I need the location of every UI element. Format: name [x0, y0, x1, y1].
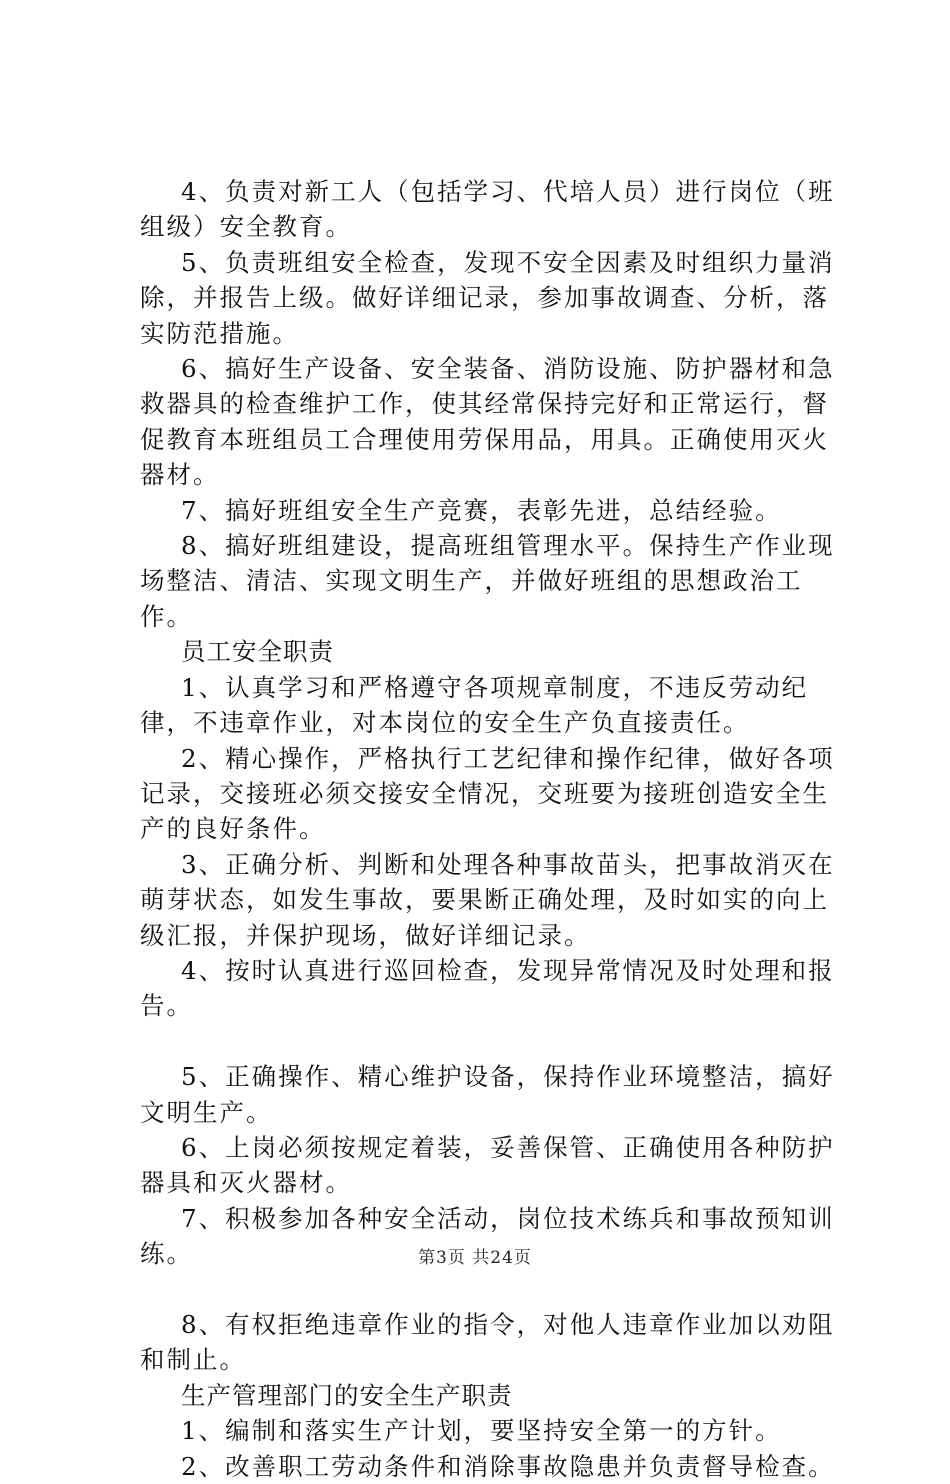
paragraph: 7、积极参加各种安全活动，岗位技术练兵和事故预知训练。: [140, 1203, 835, 1269]
paragraph: 1、认真学习和严格遵守各项规章制度，不违反劳动纪律，不违章作业，对本岗位的安全生产负直接责任。: [140, 672, 809, 738]
paragraph: 8、搞好班组建设，提高班组管理水平。保持生产作业现场整洁、清洁、实现文明生产，并做好班组的思想政治工作。: [140, 531, 835, 631]
paragraph: 3、正确分析、判断和处理各种事故苗头，把事故消灭在萌芽状态，如发生事故，要果断正确处理，及时如实的向上级汇报，并保护现场，做好详细记录。: [140, 849, 835, 950]
section-heading: 员工安全职责: [181, 637, 334, 667]
paragraph: 5、负责班组安全检查，发现不安全因素及时组织力量消除，并报告上级。做好详细记录，参加事故调查、分析，落实防范措施。: [140, 247, 835, 348]
paragraph: 5、正确操作、精心维护设备，保持作业环境整洁，搞好文明生产。: [140, 1062, 835, 1127]
paragraph: 8、有权拒绝违章作业的指令，对他人违章作业加以劝阻和制止。: [140, 1309, 835, 1375]
paragraph: 7、搞好班组安全生产竞赛，表彰先进，总结经验。: [181, 495, 782, 525]
paragraph: 4、按时认真进行巡回检查，发现异常情况及时处理和报告。: [140, 955, 835, 1021]
paragraph: 1、编制和落实生产计划，要坚持安全第一的方针。: [181, 1416, 782, 1446]
document-body: [140, 174, 840, 1484]
paragraph: 2、改善职工劳动条件和消除事故隐患并负责督导检查。: [181, 1451, 835, 1481]
paragraph: 6、上岗必须按规定着装，妥善保管、正确使用各种防护器具和灭火器材。: [140, 1132, 835, 1198]
paragraph: 4、负责对新工人（包括学习、代培人员）进行岗位（班组级）安全教育。: [140, 177, 835, 242]
paragraph: 2、精心操作，严格执行工艺纪律和操作纪律，做好各项记录，交接班必须交接安全情况，交班要为接班创造安全生产的良好条件。: [140, 743, 835, 844]
paragraph: 6、搞好生产设备、安全装备、消防设施、防护器材和急救器具的检查维护工作，使其经常保持完好和正常运行，督促教育本班组员工合理使用劳保用品，用具。正确使用灭火器材。: [140, 354, 835, 490]
page-number-footer: 第3页 共24页: [418, 1248, 532, 1268]
section-heading: 生产管理部门的安全生产职责: [181, 1380, 513, 1410]
